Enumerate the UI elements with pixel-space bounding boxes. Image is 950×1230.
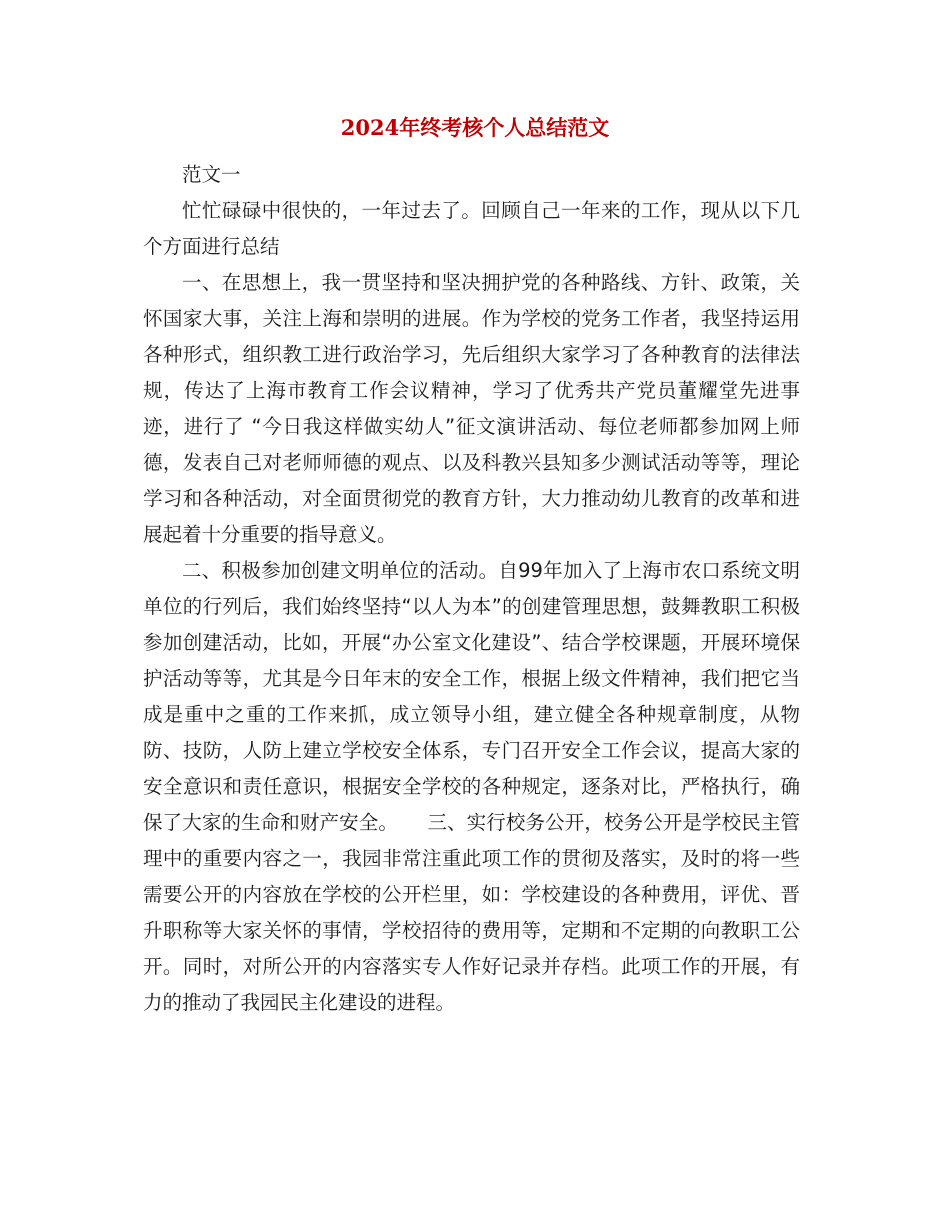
section-heading: 范文一 [182, 163, 241, 186]
paragraph-thought: 一、在思想上，我一贯坚持和坚决拥护党的各种路线、方针、政策，关怀国家大事，关注上海和崇明的进展。作为学校的党务工作者，我坚持运用各种形式，组织教工进行政治学习，先后组织大家学习了各种教育的法律法规，传达了上海市教育工作会议精神，学习了优秀共产党员董耀堂先进事迹，进行了 “今日我这样做实幼人”征文演讲活动、每位老师都参加网上师德，发表自己对老师师德的观点、以及科教兴县知多少测试活动等等，理论学习和各种活动，对全面贯彻党的教育方针，大力推动幼儿教育的改革和进展起着十分重要的指导意义。 [143, 271, 800, 546]
document-body [143, 157, 800, 1021]
paragraph-civilization: 二、积极参加创建文明单位的活动。自99年加入了上海市农口系统文明单位的行列后，我们始终坚持“以人为本”的创建管理思想，鼓舞教职工积极参加创建活动，比如，开展“办公室文化建设”、结合学校课题，开展环境保护活动等等，尤其是今日年末的安全工作，根据上级文件精神，我们把它当成是重中之重的工作来抓，成立领导小组，建立健全各种规章制度，从物防、技防，人防上建立学校安全体系，专门召开安全工作会议，提高大家的安全意识和责任意识，根据安全学校的各种规定，逐条对比，严格执行，确保了大家的生命和财产安全。 三、实行校务公开，校务公开是学校民主管理中的重要内容之一，我园非常注重此项工作的贯彻及落实，及时的将一些需要公开的内容放在学校的公开栏里，如：学校建设的各种费用，评优、晋升职称等大家关怀的事情，学校招待的费用等，定期和不定期的向教职工公开。同时，对所公开的内容落实专人作好记录并存档。此项工作的开展，有力的推动了我园民主化建设的进程。 [143, 559, 800, 1014]
document-title: 2024年终考核个人总结范文 [340, 115, 610, 140]
intro-paragraph: 忙忙碌碌中很快的，一年过去了。回顾自己一年来的工作，现从以下几个方面进行总结 [143, 199, 800, 258]
